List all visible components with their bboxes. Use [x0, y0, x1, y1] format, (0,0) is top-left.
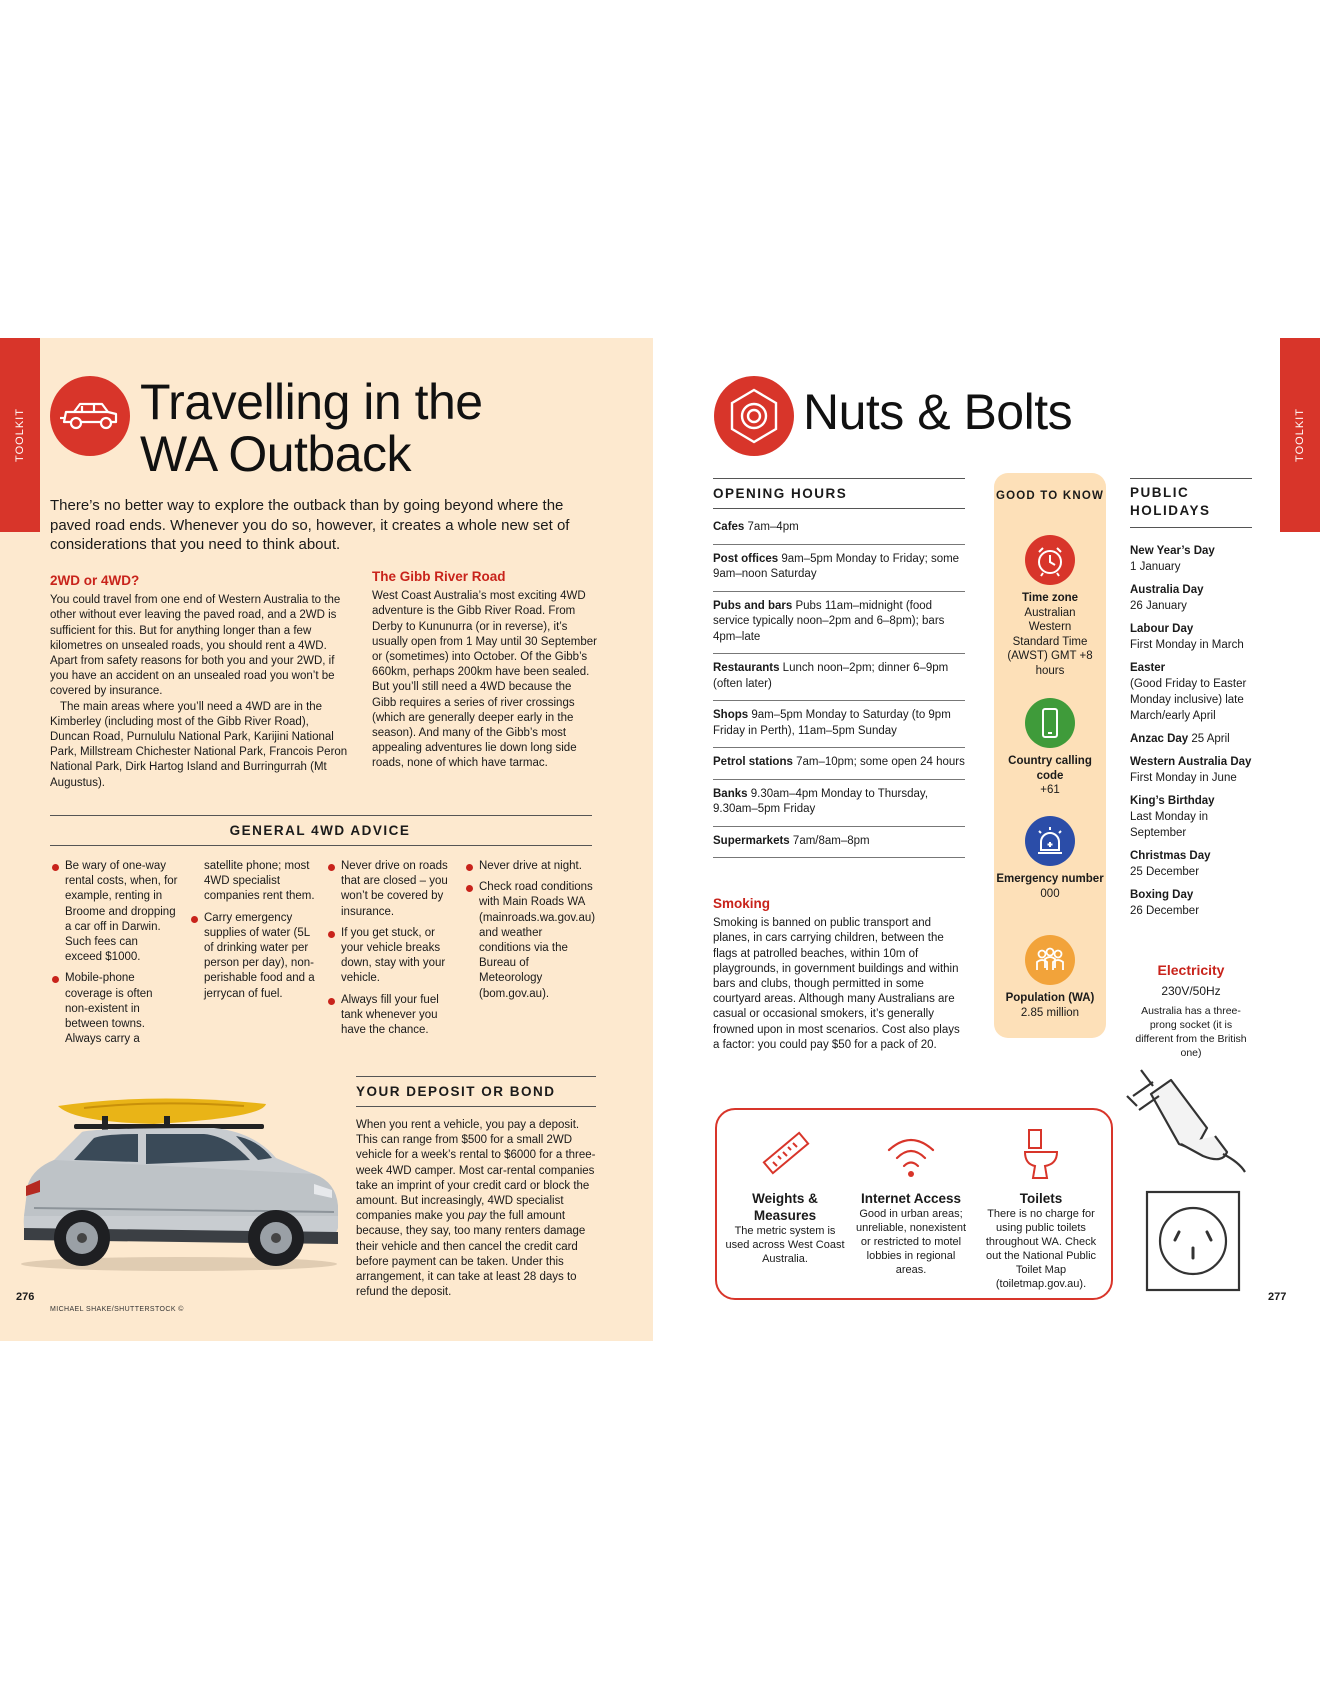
- gtk-value: 2.85 million: [1020, 1006, 1080, 1019]
- hours-item: [713, 827, 965, 859]
- electricity-text: Australia has a three-prong socket (it is different from the British one): [1135, 1005, 1247, 1059]
- divider: [50, 815, 592, 816]
- hours-item: [713, 513, 965, 545]
- hours-text: 9.30am–4pm Monday to Thursday, 9.30am–5pm Friday: [713, 787, 929, 815]
- wd-paragraph-1: You could travel from one end of Western Australia to the other without ever leaving the paved road, and a 2WD is sufficient for this. But for anything longer than a few kilometres on unsealed roads, you should rent a 4WD. Apart from safety reasons for both you and your 2WD, if you have an accident on an unsealed road you won’t be covered by insurance.: [50, 594, 341, 698]
- hours-item: [713, 780, 965, 827]
- holiday-name: Labour Day: [1130, 623, 1194, 635]
- title-line-2: WA Outback: [140, 426, 412, 482]
- nut-icon: [714, 376, 794, 456]
- ruler-icon: [755, 1124, 815, 1184]
- electricity-section: [1129, 962, 1253, 1060]
- holiday-date: First Monday in March: [1130, 639, 1244, 651]
- photo-credit: MICHAEL SHAKE/SHUTTERSTOCK ©: [50, 1306, 184, 1313]
- advice-col-2: [204, 859, 322, 1008]
- title-line-1: Travelling in the: [140, 374, 483, 430]
- page-title: [140, 376, 483, 480]
- deposit-text-a: When you rent a vehicle, you pay a deposit. This can range from $500 for a small 2WD vehicle for a week’s rental to $6000 for a three-week 4WD camper. Most car-rental companies take an imprint of your credit card or block the amount. But increasingly, 4WD specialist companies make you: [356, 1119, 596, 1223]
- amen-label: Toilets: [1019, 1191, 1063, 1206]
- left-page: [0, 338, 653, 1341]
- plug-icon: [1123, 1066, 1253, 1178]
- car-icon: [50, 376, 130, 456]
- gtk-label: Emergency number: [996, 873, 1104, 885]
- holiday-name: Boxing Day: [1130, 889, 1194, 901]
- advice-item: Check road conditions with Main Roads WA (mainroads.wa.gov.au) and weather conditions via the Bureau of Meteorology (bom.gov.au).: [464, 880, 594, 1002]
- deposit-heading: YOUR DEPOSIT OR BOND: [356, 1084, 556, 1099]
- gtk-value: 000: [1040, 887, 1060, 900]
- smoking-heading: Smoking: [713, 896, 771, 911]
- holiday-date: 25 December: [1130, 866, 1200, 878]
- hours-item: [713, 654, 965, 701]
- alarm-clock-icon: [1025, 535, 1075, 585]
- holiday-date: 26 January: [1130, 600, 1187, 612]
- intro-text: There’s no better way to explore the outback than by going beyond where the paved road ends. Whenever you do so, however, it creates a whole new set of considerations that you need to think about.: [50, 497, 570, 553]
- divider: [356, 1106, 596, 1107]
- holiday-item: [1130, 754, 1252, 786]
- holiday-date: Last Monday in September: [1130, 811, 1208, 839]
- holiday-name: Australia Day: [1130, 584, 1204, 596]
- hours-text: Lunch noon–2pm; dinner 6–9pm (often later): [713, 662, 949, 690]
- amen-label: Weights & Measures: [752, 1191, 818, 1223]
- gibb-heading: The Gibb River Road: [372, 569, 506, 584]
- advice-item: Mobile-phone coverage is often non-existent in between towns. Always carry a: [50, 971, 178, 1047]
- hours-item: [713, 545, 965, 592]
- socket-icon: [1145, 1190, 1241, 1292]
- holiday-item: [1130, 848, 1252, 880]
- smoking-text: Smoking is banned on public transport and planes, in cars carrying children, between the flags at patrolled beaches, within 10m of playgrounds, in government buildings and within bars and clubs, though permitted in some courtyard areas. Although many Australians are casual or occasional smokers, it’s generally frowned upon in most scenarios. Cost also plays a factor: you could pay $50 for a pack of 20.: [713, 917, 960, 1051]
- toolkit-tab-label: TOOLKIT: [14, 408, 26, 462]
- gtk-value: +61: [1040, 784, 1060, 796]
- smoking-section: [713, 896, 968, 1053]
- amenities-box: [715, 1108, 1113, 1300]
- gtk-label: Country calling code: [1008, 755, 1092, 782]
- right-page: [653, 338, 1320, 1341]
- wd-heading: 2WD or 4WD?: [50, 573, 140, 588]
- divider: [356, 1076, 596, 1077]
- holidays-heading: PUBLIC HOLIDAYS: [1130, 485, 1211, 518]
- toolkit-tab: [0, 338, 40, 532]
- amen-text: The metric system is used across West Coast Australia.: [725, 1225, 845, 1265]
- advice-item: If you get stuck, or your vehicle breaks down, stay with your vehicle.: [326, 926, 456, 987]
- deposit-text-em: pay: [467, 1210, 487, 1223]
- advice-heading: GENERAL 4WD ADVICE: [229, 823, 411, 838]
- holiday-item: [1130, 793, 1252, 841]
- hours-name: Petrol stations: [713, 756, 793, 768]
- holiday-date: 26 December: [1130, 905, 1200, 917]
- deposit-paragraph: [356, 1118, 596, 1300]
- wd-column: [50, 573, 350, 791]
- gtk-time-zone: [994, 535, 1106, 678]
- toilets: [977, 1124, 1105, 1291]
- advice-item: Be wary of one-way rental costs, when, for example, renting in Broome and dropping a car off in Darwin. Such fees can exceed $1000.: [50, 859, 178, 965]
- hours-name: Post offices: [713, 552, 779, 565]
- wd-paragraph-2: The main areas where you’ll need a 4WD are in the Kimberley (including most of the Gibb River Road), Duncan Road, Purnululu National Park, Karijini National Park, Millstream Chichester National Park, Francois Peron National Park, Dirk Hartog Island and Burringurrah (Mt Augustus).: [50, 700, 348, 789]
- hours-name: Restaurants: [713, 662, 780, 674]
- holiday-name: New Year’s Day: [1130, 545, 1215, 557]
- gtk-emergency: [994, 816, 1106, 901]
- holiday-name: Anzac Day: [1130, 733, 1189, 745]
- divider: [713, 508, 965, 509]
- weights-measures: [725, 1124, 845, 1266]
- divider: [1130, 478, 1252, 479]
- hours-text: 7am–4pm: [747, 521, 799, 533]
- holiday-date: 25 April: [1191, 733, 1230, 745]
- holiday-item: [1130, 582, 1252, 614]
- holiday-name: Christmas Day: [1130, 850, 1211, 862]
- hours-text: 9am–5pm Monday to Saturday (to 9pm Friday in Perth), 11am–5pm Sunday: [713, 709, 951, 737]
- divider: [50, 845, 592, 846]
- siren-icon: [1025, 816, 1075, 866]
- holiday-item: [1130, 731, 1252, 747]
- hours-name: Shops: [713, 709, 749, 721]
- hours-text: 7am/8am–8pm: [792, 834, 870, 847]
- hours-name: Banks: [713, 787, 748, 800]
- hours-text: 9am–5pm Monday to Friday; some 9am–noon Saturday: [713, 552, 960, 580]
- holiday-date: First Monday in June: [1130, 772, 1237, 784]
- electricity-heading: Electricity: [1157, 962, 1225, 978]
- gtk-calling-code: [994, 698, 1106, 798]
- advice-item: Never drive on roads that are closed – you won’t be covered by insurance.: [326, 859, 456, 920]
- hours-item: [713, 701, 965, 748]
- page-number-right: 277: [1268, 1291, 1287, 1303]
- gibb-paragraph: West Coast Australia’s most exciting 4WD adventure is the Gibb River Road. From Derby to Kununurra (or in reverse), it’s usually open from 1 May until 30 September or (sometimes) into October. Of the Gibb’s 660km, perhaps 200km have been sealed. But you’ll still need a 4WD because the Gibb requires a series of river crossings (which are generally deeper early in the season). And many of the Gibb’s most appealing adventures lie down long side roads, none of which have tarmac.: [372, 590, 598, 770]
- hours-list: [713, 513, 965, 858]
- holiday-item: [1130, 660, 1252, 724]
- divider: [1130, 527, 1252, 528]
- amen-label: Internet Access: [860, 1191, 962, 1206]
- holiday-date: (Good Friday to Easter Monday inclusive) late March/early April: [1130, 678, 1247, 722]
- hours-item: [713, 748, 965, 780]
- gtk-label: Population (WA): [1005, 992, 1095, 1004]
- good-to-know-panel: [994, 473, 1106, 1038]
- hours-item: [713, 592, 965, 655]
- amen-text: There is no charge for using public toilets throughout WA. Check out the National Public Toilet Map (toiletmap.gov.au).: [985, 1208, 1097, 1290]
- advice-item: Never drive at night.: [464, 859, 594, 874]
- divider: [713, 478, 965, 479]
- hours-name: Supermarkets: [713, 834, 790, 847]
- phone-icon: [1025, 698, 1075, 748]
- advice-col-1: [50, 859, 178, 1053]
- gibb-column: [372, 569, 597, 772]
- wifi-icon: [881, 1124, 941, 1184]
- holiday-name: Easter: [1130, 662, 1166, 674]
- gtk-value: Australian Western Standard Time (AWST) GMT +8 hours: [1007, 606, 1093, 677]
- people-icon: [1025, 935, 1075, 985]
- deposit-text-b: the full amount because, they say, too many renters damage their vehicle and then cancel the credit card before payment can be taken. Under this arrangement, it can take at least 28 days to refund the deposit.: [356, 1210, 586, 1299]
- advice-item: Always fill your fuel tank whenever you have the chance.: [326, 993, 456, 1039]
- holiday-name: King’s Birthday: [1130, 795, 1215, 807]
- hours-name: Cafes: [713, 521, 745, 533]
- holiday-name: Western Australia Day: [1130, 756, 1252, 768]
- gtk-population: [994, 935, 1106, 1020]
- car-photo: [14, 1088, 344, 1273]
- toolkit-tab: [1280, 338, 1320, 532]
- holidays-list: [1130, 543, 1252, 926]
- hours-text: 7am–10pm; some open 24 hours: [796, 756, 965, 768]
- holiday-item: [1130, 543, 1252, 575]
- advice-col-3: [326, 859, 456, 1044]
- hours-name: Pubs and bars: [713, 599, 793, 612]
- internet-access: [851, 1124, 971, 1277]
- hours-text: Pubs 11am–midnight (food service typically noon–2pm and 6–8pm); bars 4pm–late: [713, 599, 945, 643]
- advice-item: Carry emergency supplies of water (5L of drinking water per person per day), non-perishable food and a jerrycan of fuel.: [189, 911, 322, 1002]
- page-title: Nuts & Bolts: [803, 384, 1073, 440]
- advice-col-4: [464, 859, 594, 1008]
- advice-continued: satellite phone; most 4WD specialist companies rent them.: [204, 860, 315, 903]
- toilet-icon: [1011, 1124, 1071, 1184]
- amen-text: Good in urban areas; unreliable, nonexistent or restricted to motel lobbies in regional areas.: [855, 1208, 967, 1276]
- book-spread: [0, 338, 1320, 1341]
- holiday-item: [1130, 621, 1252, 653]
- toolkit-tab-label: TOOLKIT: [1294, 408, 1306, 462]
- electricity-voltage: 230V/50Hz: [1161, 984, 1221, 998]
- holiday-item: [1130, 887, 1252, 919]
- hours-heading: OPENING HOURS: [713, 486, 848, 501]
- page-number-left: 276: [16, 1291, 35, 1303]
- gtk-heading: GOOD TO KNOW: [995, 490, 1105, 502]
- holiday-date: 1 January: [1130, 561, 1181, 573]
- gtk-label: Time zone: [1021, 592, 1079, 604]
